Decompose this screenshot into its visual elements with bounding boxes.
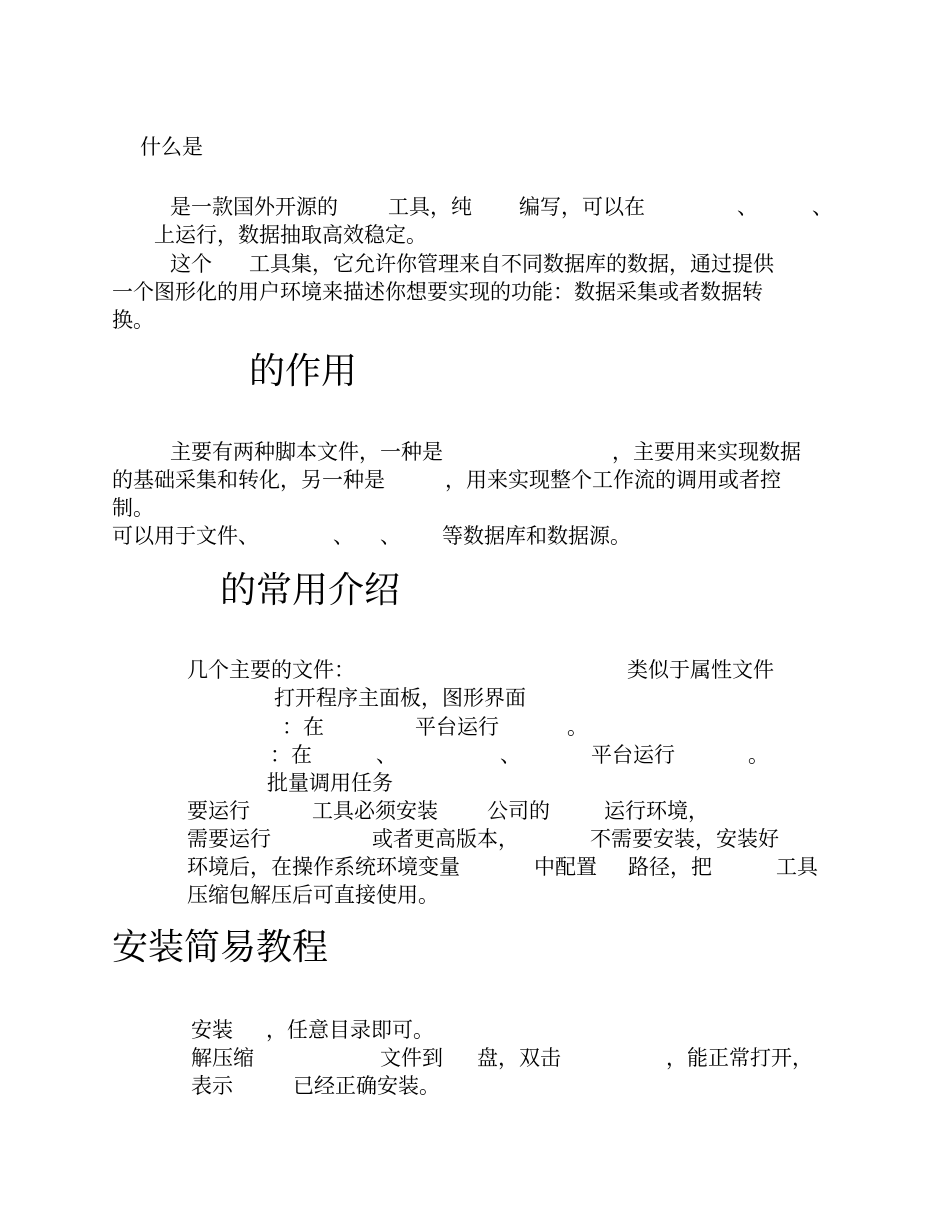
text-fragment: 环境后，在操作系统环境变量: [187, 855, 460, 879]
text-fragment: 需要运行: [187, 827, 271, 851]
text-line: 打开程序主面板，图形界面: [274, 686, 526, 710]
text-fragment: 要运行: [187, 799, 250, 823]
section-heading-common-intro: 的常用介绍: [220, 570, 401, 611]
text-fragment: 表示: [191, 1074, 233, 1098]
text-fragment: ，用来实现整个工作流的调用或者控: [445, 468, 781, 492]
text-fragment: 工具集，它允许你管理来自不同数据库的数据，通过提供: [249, 252, 774, 276]
text-fragment: 可以用于文件、: [112, 524, 259, 548]
text-fragment: 中配置: [534, 855, 597, 879]
text-fragment: 、: [376, 743, 397, 767]
text-fragment: 。: [748, 743, 769, 767]
text-fragment: 已经正确安装。: [293, 1074, 440, 1098]
text-fragment: 、: [737, 195, 758, 219]
text-fragment: 、: [333, 524, 354, 548]
text-fragment: 这个: [170, 252, 212, 276]
text-fragment: 主要有两种脚本文件，一种是: [170, 440, 443, 464]
text-fragment: ，能正常打开，: [666, 1046, 813, 1070]
text-line: 压缩包解压后可直接使用。: [187, 883, 439, 907]
text-fragment: 、: [380, 524, 401, 548]
text-line: 上运行，数据抽取高效稳定。: [154, 223, 427, 247]
text-line: 一个图形化的用户环境来描述你想要实现的功能：数据采集或者数据转: [112, 280, 763, 304]
text-fragment: 等数据库和数据源。: [442, 524, 631, 548]
text-fragment: ：在: [270, 743, 312, 767]
text-fragment: 工具，纯: [388, 195, 472, 219]
text-fragment: 、: [500, 743, 521, 767]
text-fragment: 文件到: [380, 1046, 443, 1070]
text-fragment: 平台运行: [591, 743, 675, 767]
text-fragment: 的基础采集和转化，另一种是: [112, 468, 385, 492]
text-fragment: ：在: [282, 715, 324, 739]
text-fragment: 是一款国外开源的: [170, 195, 338, 219]
text-fragment: 、: [812, 195, 833, 219]
text-fragment: 路径，把: [628, 855, 712, 879]
text-fragment: 公司的: [487, 799, 550, 823]
text-fragment: ，主要用来实现数据: [612, 440, 801, 464]
section-heading-purpose: 的作用: [249, 351, 358, 392]
text-fragment: 工具必须安装: [312, 799, 438, 823]
text-fragment: 工具: [776, 855, 818, 879]
text-fragment: ，任意目录即可。: [266, 1018, 434, 1042]
section-heading-what-is: 什么是: [140, 135, 203, 159]
text-fragment: 。: [567, 715, 588, 739]
text-line: 制。: [112, 496, 154, 520]
text-fragment: 或者更高版本，: [372, 827, 519, 851]
text-fragment: 平台运行: [415, 715, 499, 739]
text-fragment: 盘，双击: [477, 1046, 561, 1070]
text-fragment: 不需要安装，安装好: [590, 827, 779, 851]
text-fragment: 解压缩: [191, 1046, 254, 1070]
text-line: 换。: [112, 308, 154, 332]
text-fragment: 几个主要的文件：: [187, 658, 355, 682]
text-fragment: 编写，可以在: [519, 195, 645, 219]
section-heading-install-tutorial: 安装简易教程: [112, 927, 329, 968]
text-fragment: 运行环境，: [604, 799, 709, 823]
text-fragment: 安装: [191, 1018, 233, 1042]
text-fragment: 类似于属性文件: [627, 658, 774, 682]
text-line: 批量调用任务: [267, 771, 393, 795]
